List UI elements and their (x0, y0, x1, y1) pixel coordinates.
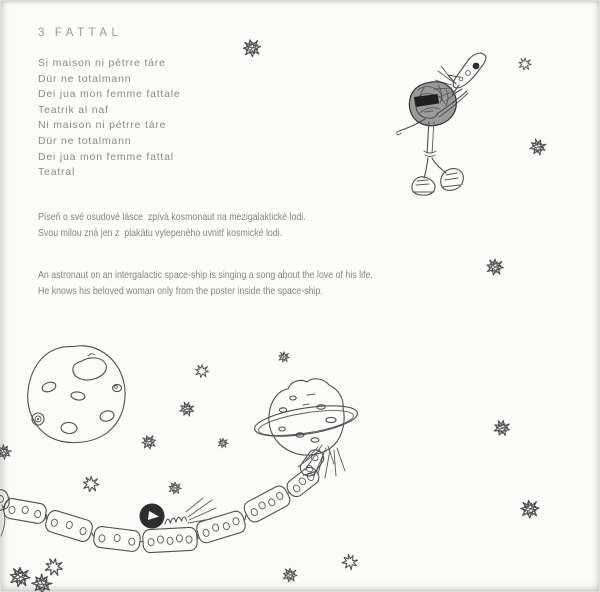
train-car (195, 509, 247, 544)
lyrics-line: Dür ne totalmann (38, 134, 132, 147)
star-icon (487, 259, 503, 275)
star-icon (11, 568, 30, 587)
star-icon (493, 419, 511, 437)
lyrics-line: Dei jua mon femme fattal (38, 150, 174, 163)
bug-drawing (140, 498, 216, 528)
train-car (93, 526, 141, 552)
star-doodles (0, 38, 548, 592)
moon-drawing (28, 346, 125, 443)
star-icon (44, 557, 64, 576)
star-icon (242, 38, 263, 58)
lyrics-line: Ni maison ni pétrre táre (38, 119, 167, 132)
star-icon (179, 401, 196, 418)
star-icon (169, 482, 181, 494)
lyrics-line: Si maison ni pétrre táre (38, 57, 166, 69)
train-link (46, 515, 47, 519)
train-car (44, 509, 94, 543)
train-car (242, 483, 293, 524)
star-icon (0, 443, 13, 462)
star-icon (528, 137, 548, 156)
train-link (92, 533, 93, 536)
caption-en-line: An astronaut on an intergalactic space-ship is singing a song about the love of his life. (38, 269, 373, 281)
lyrics-line: Dür ne totalmann (38, 72, 132, 85)
train-car (142, 527, 197, 553)
star-icon (519, 58, 531, 70)
star-icon (279, 352, 290, 363)
lyrics-line: Dei jua mon femme fattale (38, 88, 181, 101)
astronaut-drawing (397, 82, 468, 195)
star-icon (520, 499, 540, 519)
star-icon (283, 568, 297, 582)
star-icon (218, 438, 228, 448)
lyrics-line: Teatrik al naf (38, 103, 109, 116)
track-number: 3 (38, 27, 49, 39)
caption-cs-line: Svou milou zná jen z plakátu vylepeného uvnitř kosmické lodi. (38, 226, 283, 239)
star-icon (83, 477, 98, 492)
caption-en-line: He knows his beloved woman only from the poster inside the space-ship. (38, 284, 323, 297)
train-link (245, 515, 246, 519)
lyrics-line: Teatral (38, 166, 76, 179)
star-icon (140, 433, 158, 451)
star-icon (196, 365, 209, 378)
saturn-planet-drawing (253, 379, 360, 478)
track-title: FATTAL (54, 27, 123, 39)
caption-cs-line: Píseň o své osudové lásce zpívá kosmonaut na mezigalaktické lodi. (38, 211, 306, 223)
space-train-drawing (0, 447, 327, 553)
star-icon (340, 552, 359, 571)
